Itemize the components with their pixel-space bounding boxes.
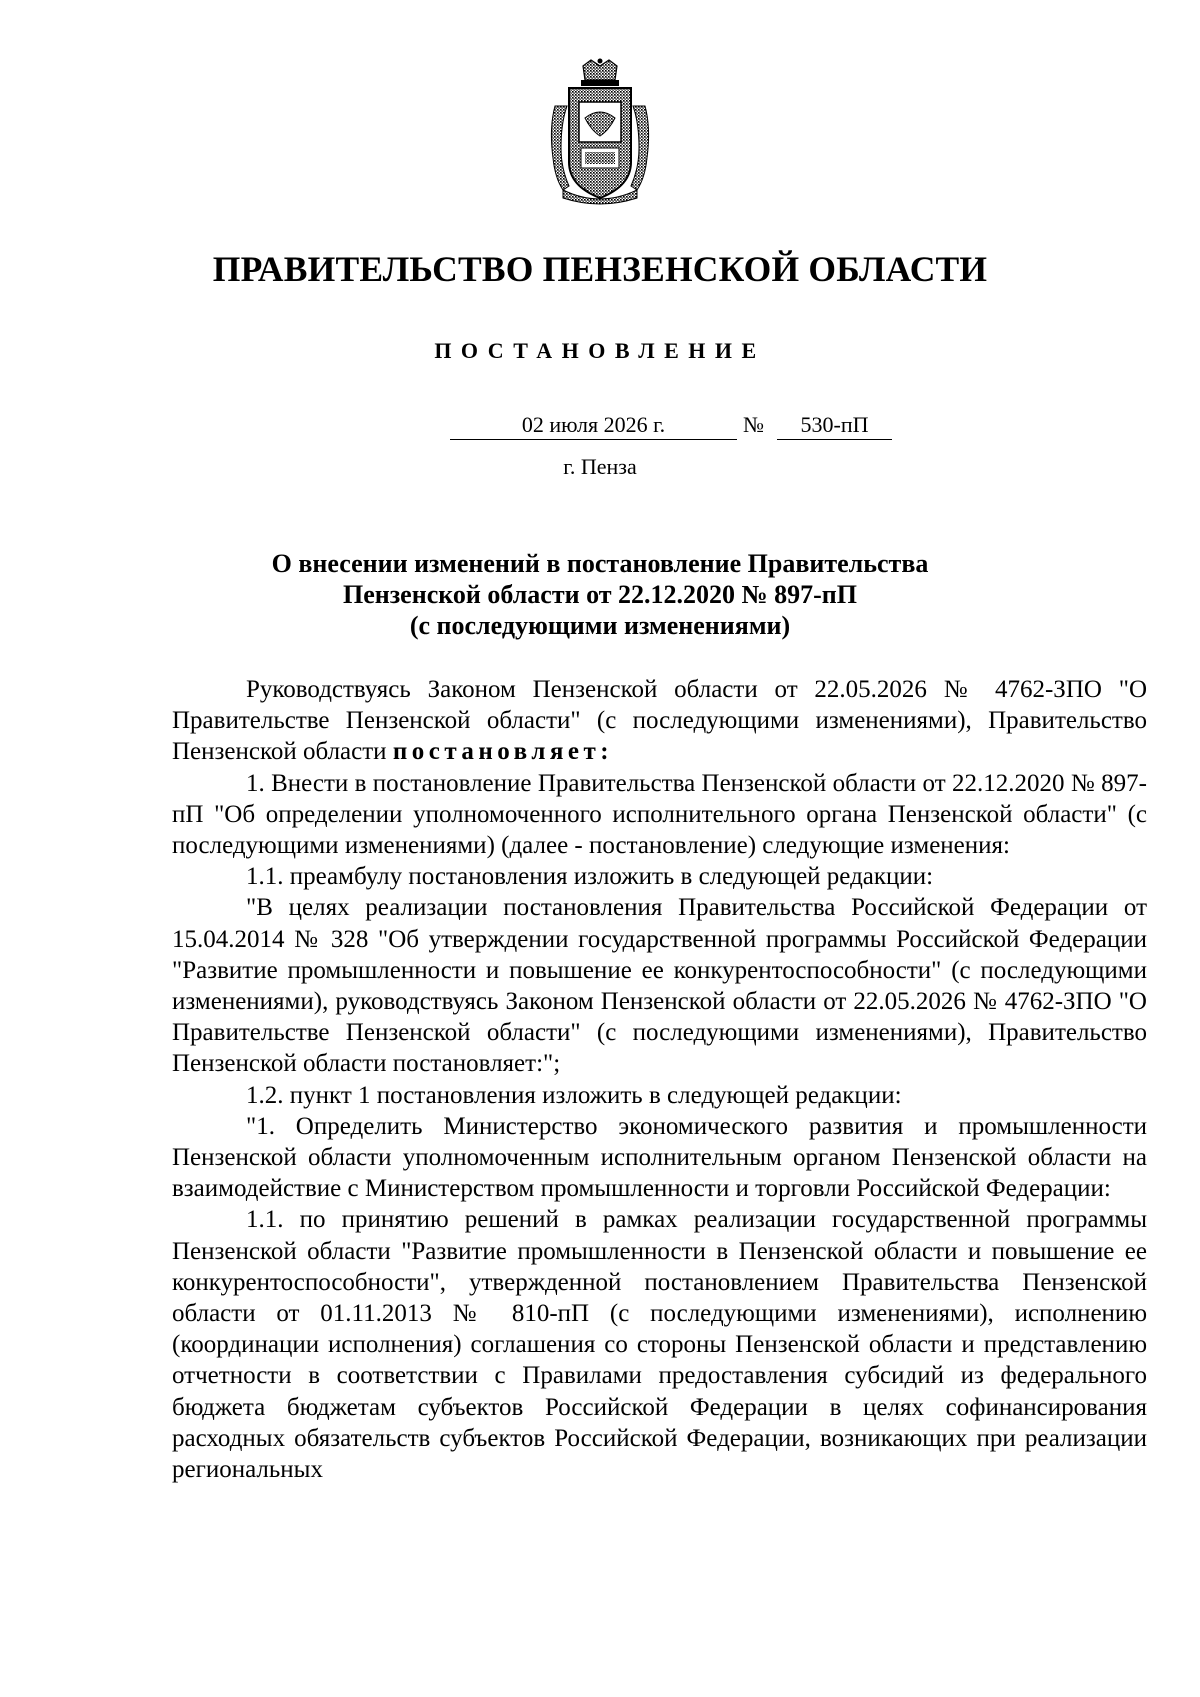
decree-word: постановляет: — [392, 738, 614, 766]
date-number-line — [0, 412, 1200, 442]
government-title: ПРАВИТЕЛЬСТВО ПЕНЗЕНСКОЙ ОБЛАСТИ — [212, 249, 988, 289]
paragraph-1-2: 1.2. пункт 1 постановления изложить в следующей редакции: — [246, 1081, 902, 1109]
paragraph-1-1-quote: "В целях реализации постановления Правительства Российской Федерации от 15.04.2014 № 328 "Об утверждении государственной программы Российской Федерации "Развитие промышленности и повышение ее конкурентоспособности" (с последующими изменениями), руководствуясь Законом Пензенской области от 22.05.2026 № 4762-ЗПО "О Правительстве Пензенской области" (с последующими изменениями), Правительство Пензенской области постановляет:"; — [172, 894, 1147, 1078]
paragraph-1-1: 1.1. преамбулу постановления изложить в следующей редакции: — [246, 863, 934, 891]
document-type: ПОСТАНОВЛЕНИЕ — [434, 338, 766, 363]
intro-paragraph — [172, 674, 1147, 768]
document-body — [172, 674, 1147, 1485]
document-subject — [0, 548, 1200, 641]
paragraph-1-2-quote: "1. Определить Министерство экономического развития и промышленности Пензенской области уполномоченным исполнительным органом Пензенской области на взаимодействие с Министерством промышленности и торговли Российской Федерации: — [172, 1112, 1147, 1203]
number-sign: № — [743, 412, 764, 437]
paragraph-1-2-1: 1.1. по принятию решений в рамках реализации государственной программы Пензенской области "Развитие промышленности в Пензенской области и повышение ее конкурентоспособности", утвержденной постановлением Правительства Пензенской области от 01.11.2013 № 810-пП (с последующими изменениями), исполнению (координации исполнения) соглашения со стороны Пензенской области и представлению отчетности в соответствии с Правилами предоставления субсидий из федерального бюджета бюджетам субъектов Российской Федерации в целях софинансирования расходных обязательств субъектов Российской Федерации, возникающих при реализации региональных — [172, 1206, 1147, 1484]
document-number: 530-пП — [777, 412, 892, 440]
paragraph-1: 1. Внести в постановление Правительства Пензенской области от 22.12.2020 № 897-пП "Об определении уполномоченного исполнительного органа Пензенской области" (с последующими изменениями) (далее - постановление) следующие изменения: — [172, 769, 1147, 860]
document-date: 02 июля 2026 г. — [450, 412, 737, 440]
intro-text: Руководствуясь Законом Пензенской области от 22.05.2026 № 4762-ЗПО "О Правительстве Пензенской области" (с последующими изменениями), Правительство Пензенской области — [172, 676, 1147, 766]
subject-line: О внесении изменений в постановление Правительства — [271, 549, 929, 578]
document-city: г. Пенза — [563, 454, 637, 479]
subject-line: Пензенской области от 22.12.2020 № 897-пП — [342, 580, 858, 609]
subject-line: (с последующими изменениями) — [409, 611, 791, 640]
penza-region-coat-of-arms-icon — [545, 58, 655, 208]
